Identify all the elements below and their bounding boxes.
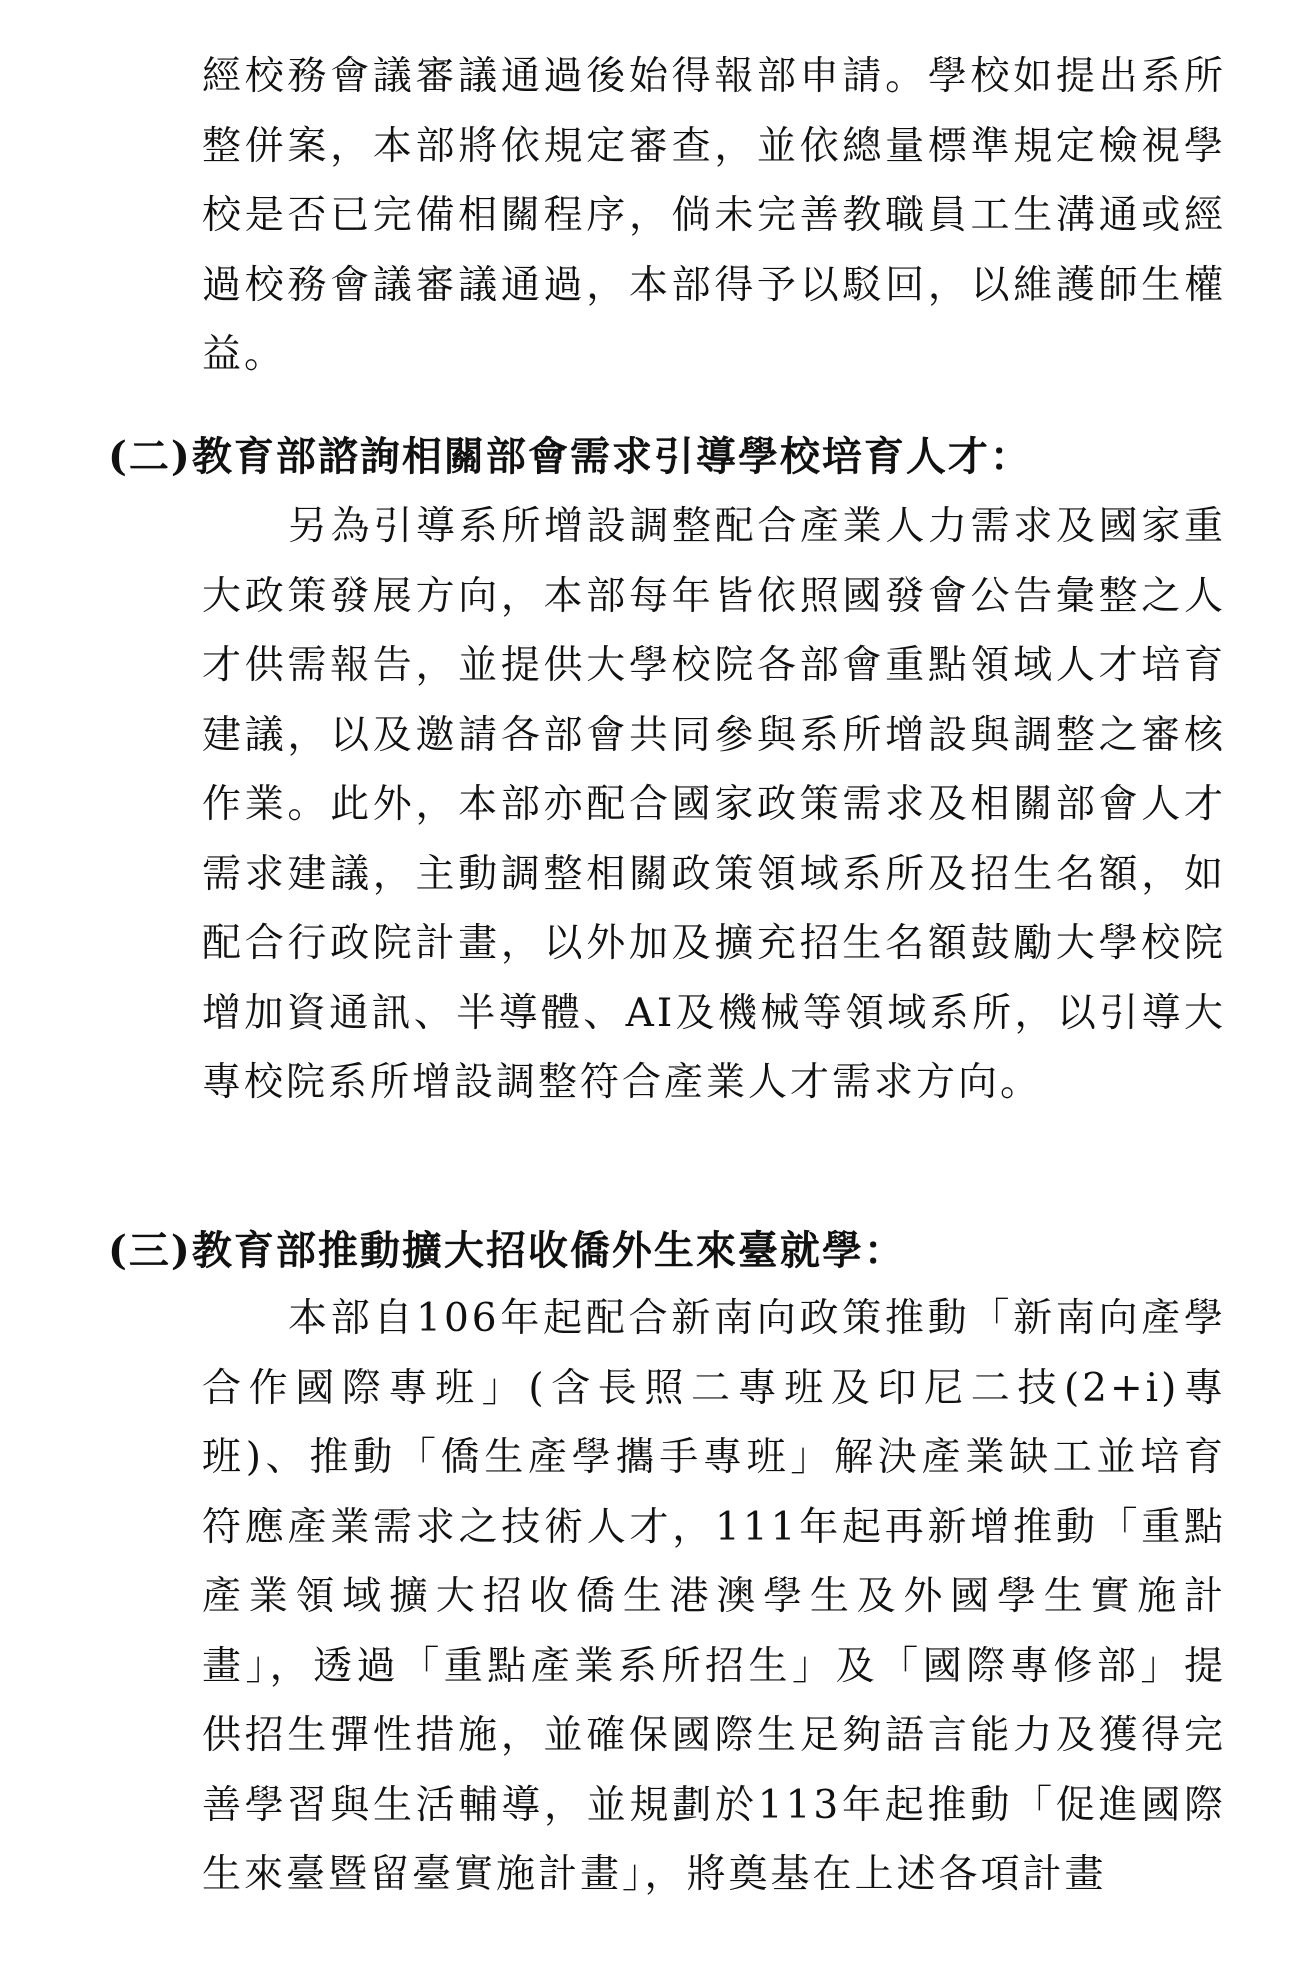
section-3-heading: (三)教育部推動擴大招收僑外生來臺就學： — [108, 1227, 906, 1274]
section-2-heading: (二)教育部諮詢相關部會需求引導學校培育人才： — [108, 433, 1032, 480]
continued-paragraph: 經校務會議審議通過後始得報部申請。學校如提出系所整併案，本部將依規定審查，並依總量標準規定檢視學校是否已完備相關程序，倘未完善教職員工生溝通或經過校務會議審議通過，本部得予以駁回，以維護師生權益。 — [202, 54, 1226, 377]
section-2-body: 另為引導系所增設調整配合產業人力需求及國家重大政策發展方向，本部每年皆依照國發會公告彙整之人才供需報告，並提供大學校院各部會重點領域人才培育建議，以及邀請各部會共同參與系所增設與調整之審核作業。此外，本部亦配合國家政策需求及相關部會人才需求建議，主動調整相關政策領域系所及招生名額，如配合行政院計畫，以外加及擴充招生名額鼓勵大學校院增加資通訊、半導體、AI及機械等領域系所，以引導大專校院系所增設調整符合產業人才需求方向。 — [202, 504, 1226, 1105]
section-3-body: 本部自106年起配合新南向政策推動「新南向產學合作國際專班」(含長照二專班及印尼二技(2+i)專班)、推動「僑生產學攜手專班」解決產業缺工並培育符應產業需求之技術人才，111年起再新增推動「重點產業領域擴大招收僑生港澳學生及外國學生實施計畫」，透過「重點產業系所招生」及「國際專修部」提供招生彈性措施，並確保國際生足夠語言能力及獲得完善學習與生活輔導，並規劃於113年起推動「促進國際生來臺暨留臺實施計畫」，將奠基在上述各項計畫 — [202, 1296, 1226, 1897]
